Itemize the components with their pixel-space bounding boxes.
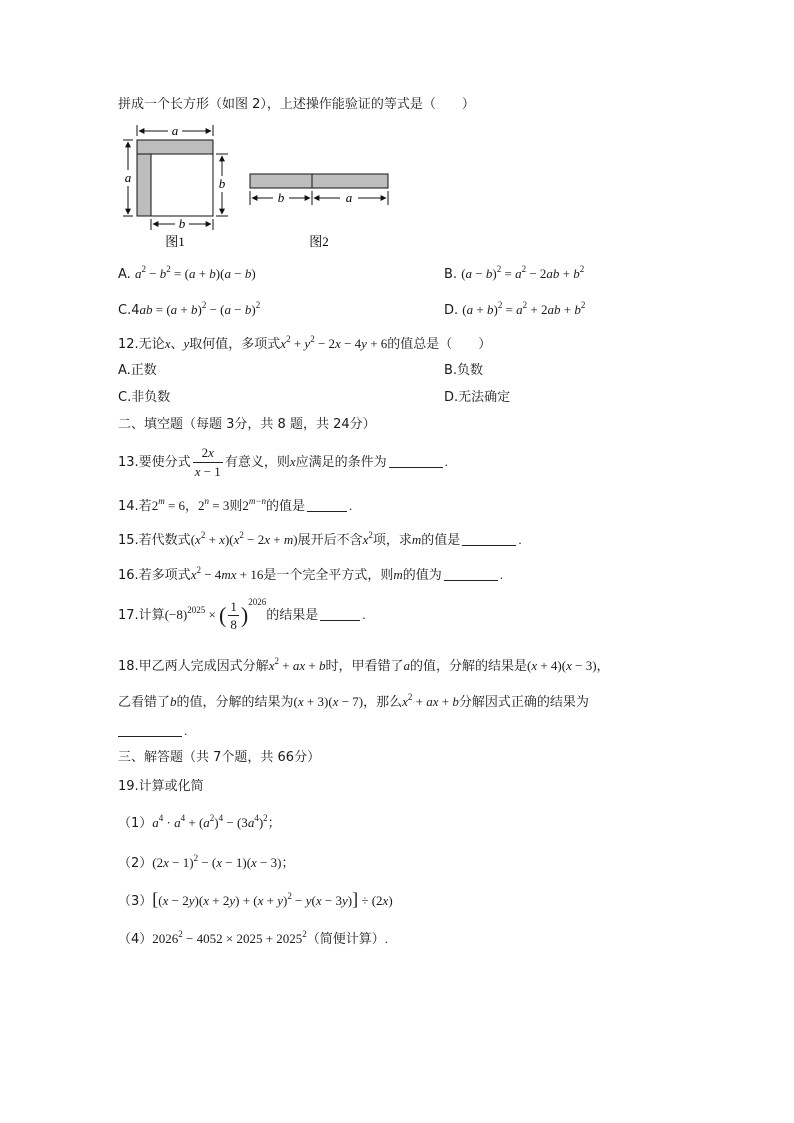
q12-stem: 12.无论x、y取何值，多项式$x^2 + y^2 - 2x - 4y + 6$的值总是（ ） [118,334,492,352]
q12-option-c: C.非负数 [118,390,171,405]
q15-answer-blank[interactable] [462,533,516,546]
q16: 16.若多项式$x^2 - 4mx + 16$是一个完全平方式，则m的值为 . [118,565,503,583]
q11-option-a: A. $a^2 - b^2 = (a + b)(a - b)$ [118,264,256,282]
fig1-label-b-bottom: b [178,216,186,231]
q19-title: 19.计算或化简 [118,779,204,794]
fig2-label-b: b [277,190,285,205]
q12-option-b: B.负数 [444,363,484,378]
fig1-label-a-left: a [124,170,132,185]
q12-option-a: A.正数 [118,363,157,378]
figure-1 [123,123,228,249]
q18-line-2: 乙看错了b的值，分解的结果为(x + 3)(x − 7)，那么$x^2$ + ax + b分解因式正确的结果为 [118,692,589,710]
q17-answer-blank[interactable] [320,608,360,621]
q11-option-d: D. $(a + b)^2 = a^2 + 2ab + b^2$ [444,300,586,318]
fig1-label-a-top: a [171,123,179,138]
q12-option-d: D.无法确定 [444,390,511,405]
q16-answer-blank[interactable] [444,568,498,581]
q18-line-3: . [118,723,187,740]
q18-line-1: 18.甲乙两人完成因式分解$x^2$ + ax + b时，甲看错了a的值，分解的结果是(x + 4)(x − 3)， [118,656,610,674]
fig2-label-a: a [345,190,353,205]
fig1-caption: 图1 [165,234,185,249]
fig2-caption: 图2 [309,234,329,249]
q15: 15.若代数式$(x^2 + x)(x^2 - 2x + m)$展开后不含$x^2$项，求m的值是 . [118,530,522,548]
q14: 14.若$2^m = 6$，$2^n = 3$则$2^{m-n}$的值是 . [118,496,353,514]
q13-fraction: $\frac{2x}{x - 1}$ [194,445,221,479]
intro-text: 拼成一个长方形（如图 2），上述操作能验证的等式是（ ） [118,97,475,112]
fig1-label-b-right: b [218,176,226,191]
q13: 13.要使分式 $\frac{2x}{x - 1}$ 有意义，则x应满足的条件为 . [118,445,448,479]
q19-part-3: $(3)[(x - 2y)(x + 2y) + (x + y)^2 - y(x - 3y)] \div (2x)$ [118,889,393,909]
q13-answer-blank[interactable] [389,455,443,468]
q17: 17.计算$(-8)^{2025}$ × ( $\frac{1}{8}$ )$^{2026}$的结果是 . [118,597,366,632]
q11-option-b: B. $(a - b)^2 = a^2 - 2ab + b^2$ [444,264,585,282]
q11-option-c: $C.4ab = (a + b)^2 - (a - b)^2$ [118,300,261,318]
figure-2 [250,174,388,249]
q19-part-2: $(2)(2x - 1)^2 - (x - 1)(x - 3)$； [118,853,295,871]
q14-answer-blank[interactable] [307,499,347,512]
section-3-heading: 三、解答题（共 7个题，共 66分） [118,750,321,765]
q18-answer-blank[interactable] [118,724,182,737]
q19-part-4: $(4)2026^2 - 4052 \times 2025 + 2025^2$（简便计算）. [118,929,389,947]
figure-diagram [118,120,408,252]
section-2-heading: 二、填空题（每题 3分，共 8 题，共 24分） [118,417,376,432]
q19-part-1: $(1)a^4 \cdot a^4 + (a^2)^4 - (3a^4)^2$； [118,813,281,831]
